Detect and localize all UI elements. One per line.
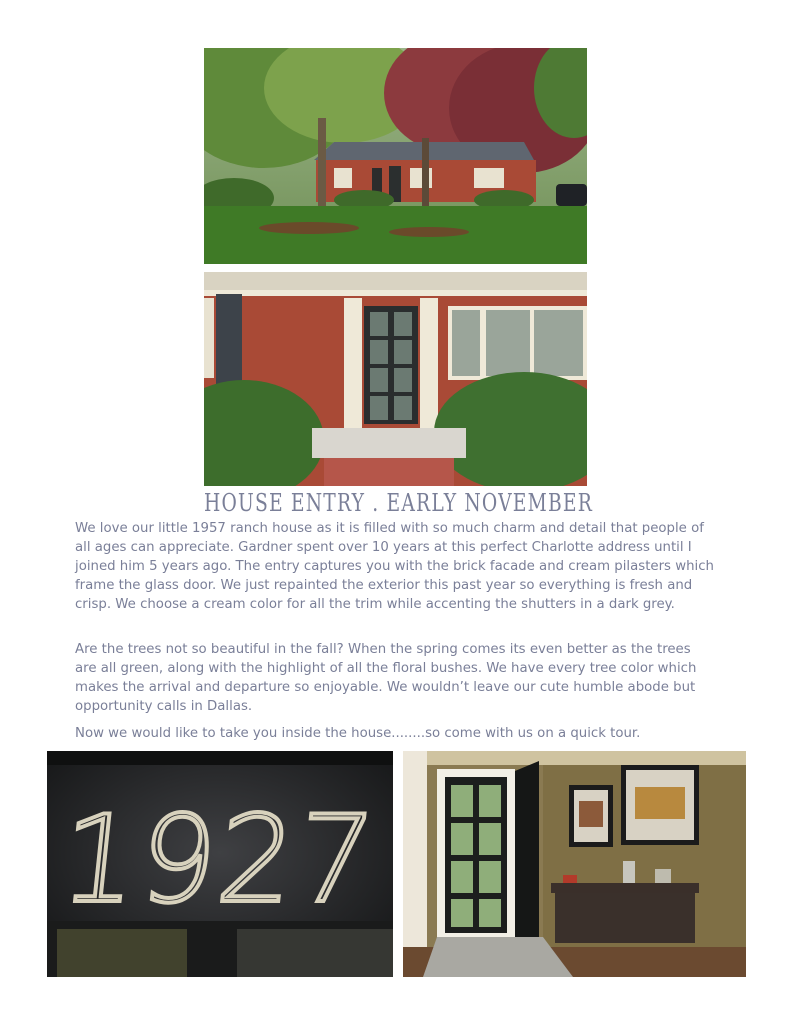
house-number-photo [47, 751, 393, 977]
house-exterior-photo [204, 48, 587, 264]
house-number-text: 1927 [54, 790, 383, 930]
trees-paragraph: Are the trees not so beautiful in the fall? When the spring comes its even better as the trees are all green, along with the highlight of all the floral bushes. We have every tree color which makes the arrival and departure so enjoyable. We wouldn’t leave our cute humble abode but opportunity calls in Dallas. [75, 642, 697, 714]
intro-paragraph: We love our little 1957 ranch house as it is filled with so much charm and detail that people of all ages can appreciate. Gardner spent over 10 years at this perfect Charlotte address until I joined him 5 years ago. The entry captures you with the brick facade and cream pilasters which frame the glass door. We just repainted the exterior this past year so everything is fresh and crisp. We choose a cream color for all the trim while accenting the shutters in a dark grey. [75, 521, 714, 612]
section-heading: HOUSE ENTRY . EARLY NOVEMBER [204, 489, 594, 517]
tour-paragraph: Now we would like to take you inside the house........so come with us on a quick tour. [75, 726, 641, 741]
foyer-interior-photo [403, 751, 746, 977]
house-entry-photo [204, 272, 587, 486]
